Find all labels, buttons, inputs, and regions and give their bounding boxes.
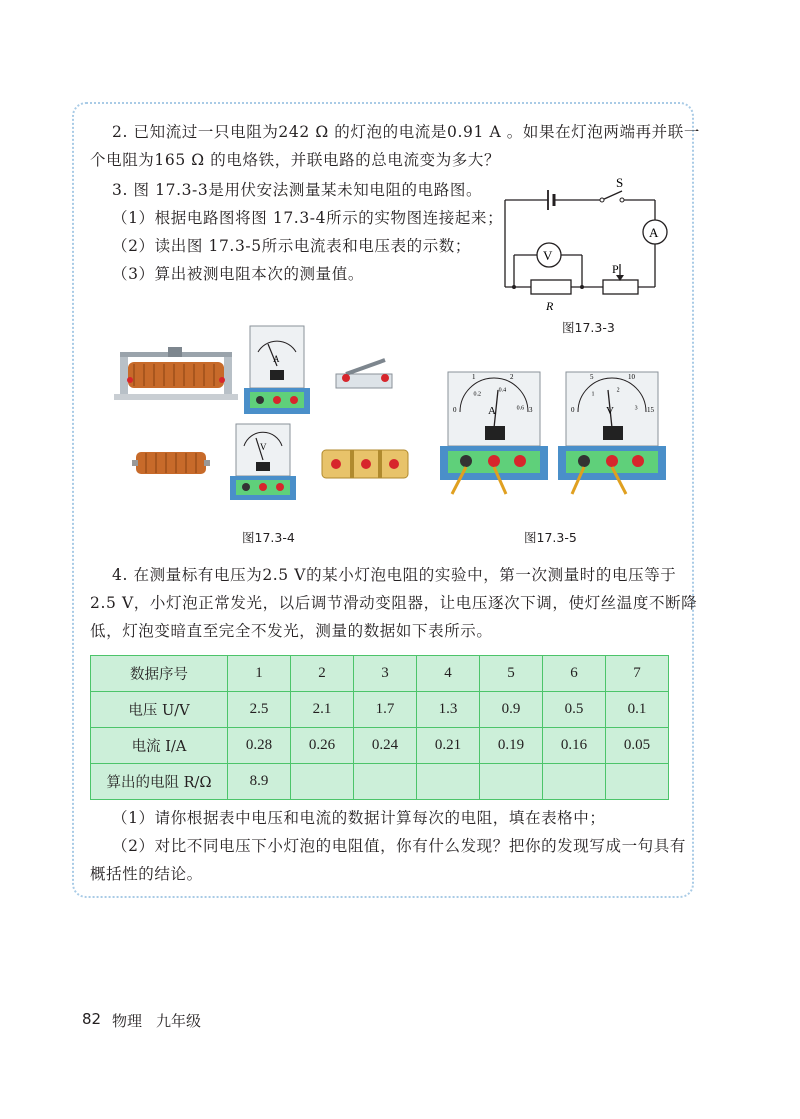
- fig4-voltmeter-symbol: V: [260, 442, 267, 452]
- rheostat-icon: [114, 347, 238, 400]
- q4-line1: 4. 在测量标有电压为2.5 V的某小灯泡电阻的实验中，第一次测量时的电压等于: [112, 566, 677, 584]
- table-cell: 0.19: [480, 728, 543, 764]
- battery-pack-icon: [322, 450, 408, 478]
- ammeter-icon: [244, 326, 310, 414]
- ammeter-symbol: A: [649, 225, 659, 240]
- switch-label: S: [616, 176, 624, 190]
- table-cell: 7: [606, 656, 669, 692]
- fig5-ammeter-symbol: A: [488, 405, 496, 417]
- table-cell: 2: [291, 656, 354, 692]
- table-row: [91, 728, 669, 764]
- fig4-ammeter-symbol: A: [273, 354, 280, 364]
- table-cell: 0.26: [291, 728, 354, 764]
- table-cell: 0.5: [543, 692, 606, 728]
- voltmeter-icon: [230, 424, 296, 500]
- q3-item1: （1）根据电路图将图 17.3-4所示的实物图连接起来；: [112, 209, 504, 227]
- q3-intro: 3. 图 17.3-3是用伏安法测量某未知电阻的电路图。: [112, 181, 483, 199]
- q2-line2: 个电阻为165 Ω 的电烙铁，并联电路的总电流变为多大？: [90, 151, 501, 169]
- measurement-table: [90, 655, 669, 800]
- table-cell: 0.24: [354, 728, 417, 764]
- table-header-cell: 电压 U/V: [91, 692, 228, 728]
- table-cell: 8.9: [228, 764, 291, 800]
- page-number: 82: [82, 1010, 102, 1028]
- meter-scale-label: 3: [529, 406, 533, 414]
- figure-caption-17-3-5: 图17.3-5: [524, 530, 577, 545]
- meters-figure: [440, 368, 670, 498]
- meter-scale-label: 0: [453, 406, 457, 414]
- table-row: [91, 656, 669, 692]
- meter-scale-label: 2: [616, 387, 620, 394]
- table-cell: [543, 764, 606, 800]
- table-cell: [354, 764, 417, 800]
- apparatus-figure: [110, 322, 440, 502]
- table-cell: 0.21: [417, 728, 480, 764]
- table-header-cell: 电流 I/A: [91, 728, 228, 764]
- footer-subject: 物理: [112, 1012, 143, 1030]
- meter-scale-label: 5: [590, 373, 594, 382]
- table-row: [91, 692, 669, 728]
- table-cell: 0.9: [480, 692, 543, 728]
- meter-scale-label: 10: [628, 373, 635, 382]
- voltmeter-symbol: V: [543, 248, 553, 263]
- q4-item1: （1）请你根据表中电压和电流的数据计算每次的电阻，填在表格中；: [112, 809, 606, 827]
- table-cell: 1: [228, 656, 291, 692]
- meter-scale-label: 1: [472, 373, 476, 382]
- table-cell: 0.1: [606, 692, 669, 728]
- table-cell: [417, 764, 480, 800]
- q4-line2: 2.5 V，小灯泡正常发光，以后调节滑动变阻器，让电压逐次下调，使灯丝温度不断降: [90, 594, 698, 612]
- meter-scale-label: 0.4: [498, 387, 507, 394]
- circuit-diagram: [490, 176, 680, 321]
- meter-scale-label: 0.6: [516, 405, 525, 412]
- switch-icon: [336, 360, 392, 388]
- q2-line1: 2. 已知流过一只电阻为242 Ω 的灯泡的电流是0.91 A 。如果在灯泡两端再并联一: [112, 123, 700, 141]
- q4-item3: 概括性的结论。: [90, 865, 203, 883]
- meter-scale-label: 15: [647, 406, 654, 414]
- table-cell: 0.28: [228, 728, 291, 764]
- q4-item2: （2）对比不同电压下小灯泡的电阻值，你有什么发现？把你的发现写成一句具有: [112, 837, 686, 855]
- voltmeter-reading-icon: [558, 372, 666, 494]
- footer-grade: 九年级: [156, 1012, 202, 1030]
- table-cell: 2.5: [228, 692, 291, 728]
- table-cell: 0.05: [606, 728, 669, 764]
- table-cell: [606, 764, 669, 800]
- table-cell: 6: [543, 656, 606, 692]
- table-cell: 0.16: [543, 728, 606, 764]
- q4-line3: 低，灯泡变暗直至完全不发光，测量的数据如下表所示。: [90, 622, 493, 640]
- meter-scale-label: 0.2: [473, 391, 482, 398]
- table-cell: 1.7: [354, 692, 417, 728]
- table-cell: 2.1: [291, 692, 354, 728]
- table-header-cell: 数据序号: [91, 656, 228, 692]
- table-cell: 1.3: [417, 692, 480, 728]
- meter-scale-label: 1: [591, 391, 595, 398]
- slider-label: P: [612, 262, 619, 276]
- resistor-label: R: [546, 299, 554, 313]
- q3-item3: （3）算出被测电阻本次的测量值。: [112, 265, 364, 283]
- table-header-cell: 算出的电阻 R/Ω: [91, 764, 228, 800]
- meter-scale-label: 2: [510, 373, 514, 382]
- ammeter-reading-icon: [440, 372, 548, 494]
- table-row: [91, 764, 669, 800]
- table-cell: [291, 764, 354, 800]
- q3-item2: （2）读出图 17.3-5所示电流表和电压表的示数；: [112, 237, 472, 255]
- meter-scale-label: 0: [571, 406, 575, 414]
- figure-caption-17-3-3: 图17.3-3: [562, 320, 615, 335]
- table-cell: 4: [417, 656, 480, 692]
- table-cell: [480, 764, 543, 800]
- resistor-coil-icon: [132, 452, 210, 474]
- meter-scale-label: 3: [634, 405, 638, 412]
- figure-caption-17-3-4: 图17.3-4: [242, 530, 295, 545]
- fig5-voltmeter-symbol: V: [606, 405, 614, 417]
- table-cell: 5: [480, 656, 543, 692]
- table-cell: 3: [354, 656, 417, 692]
